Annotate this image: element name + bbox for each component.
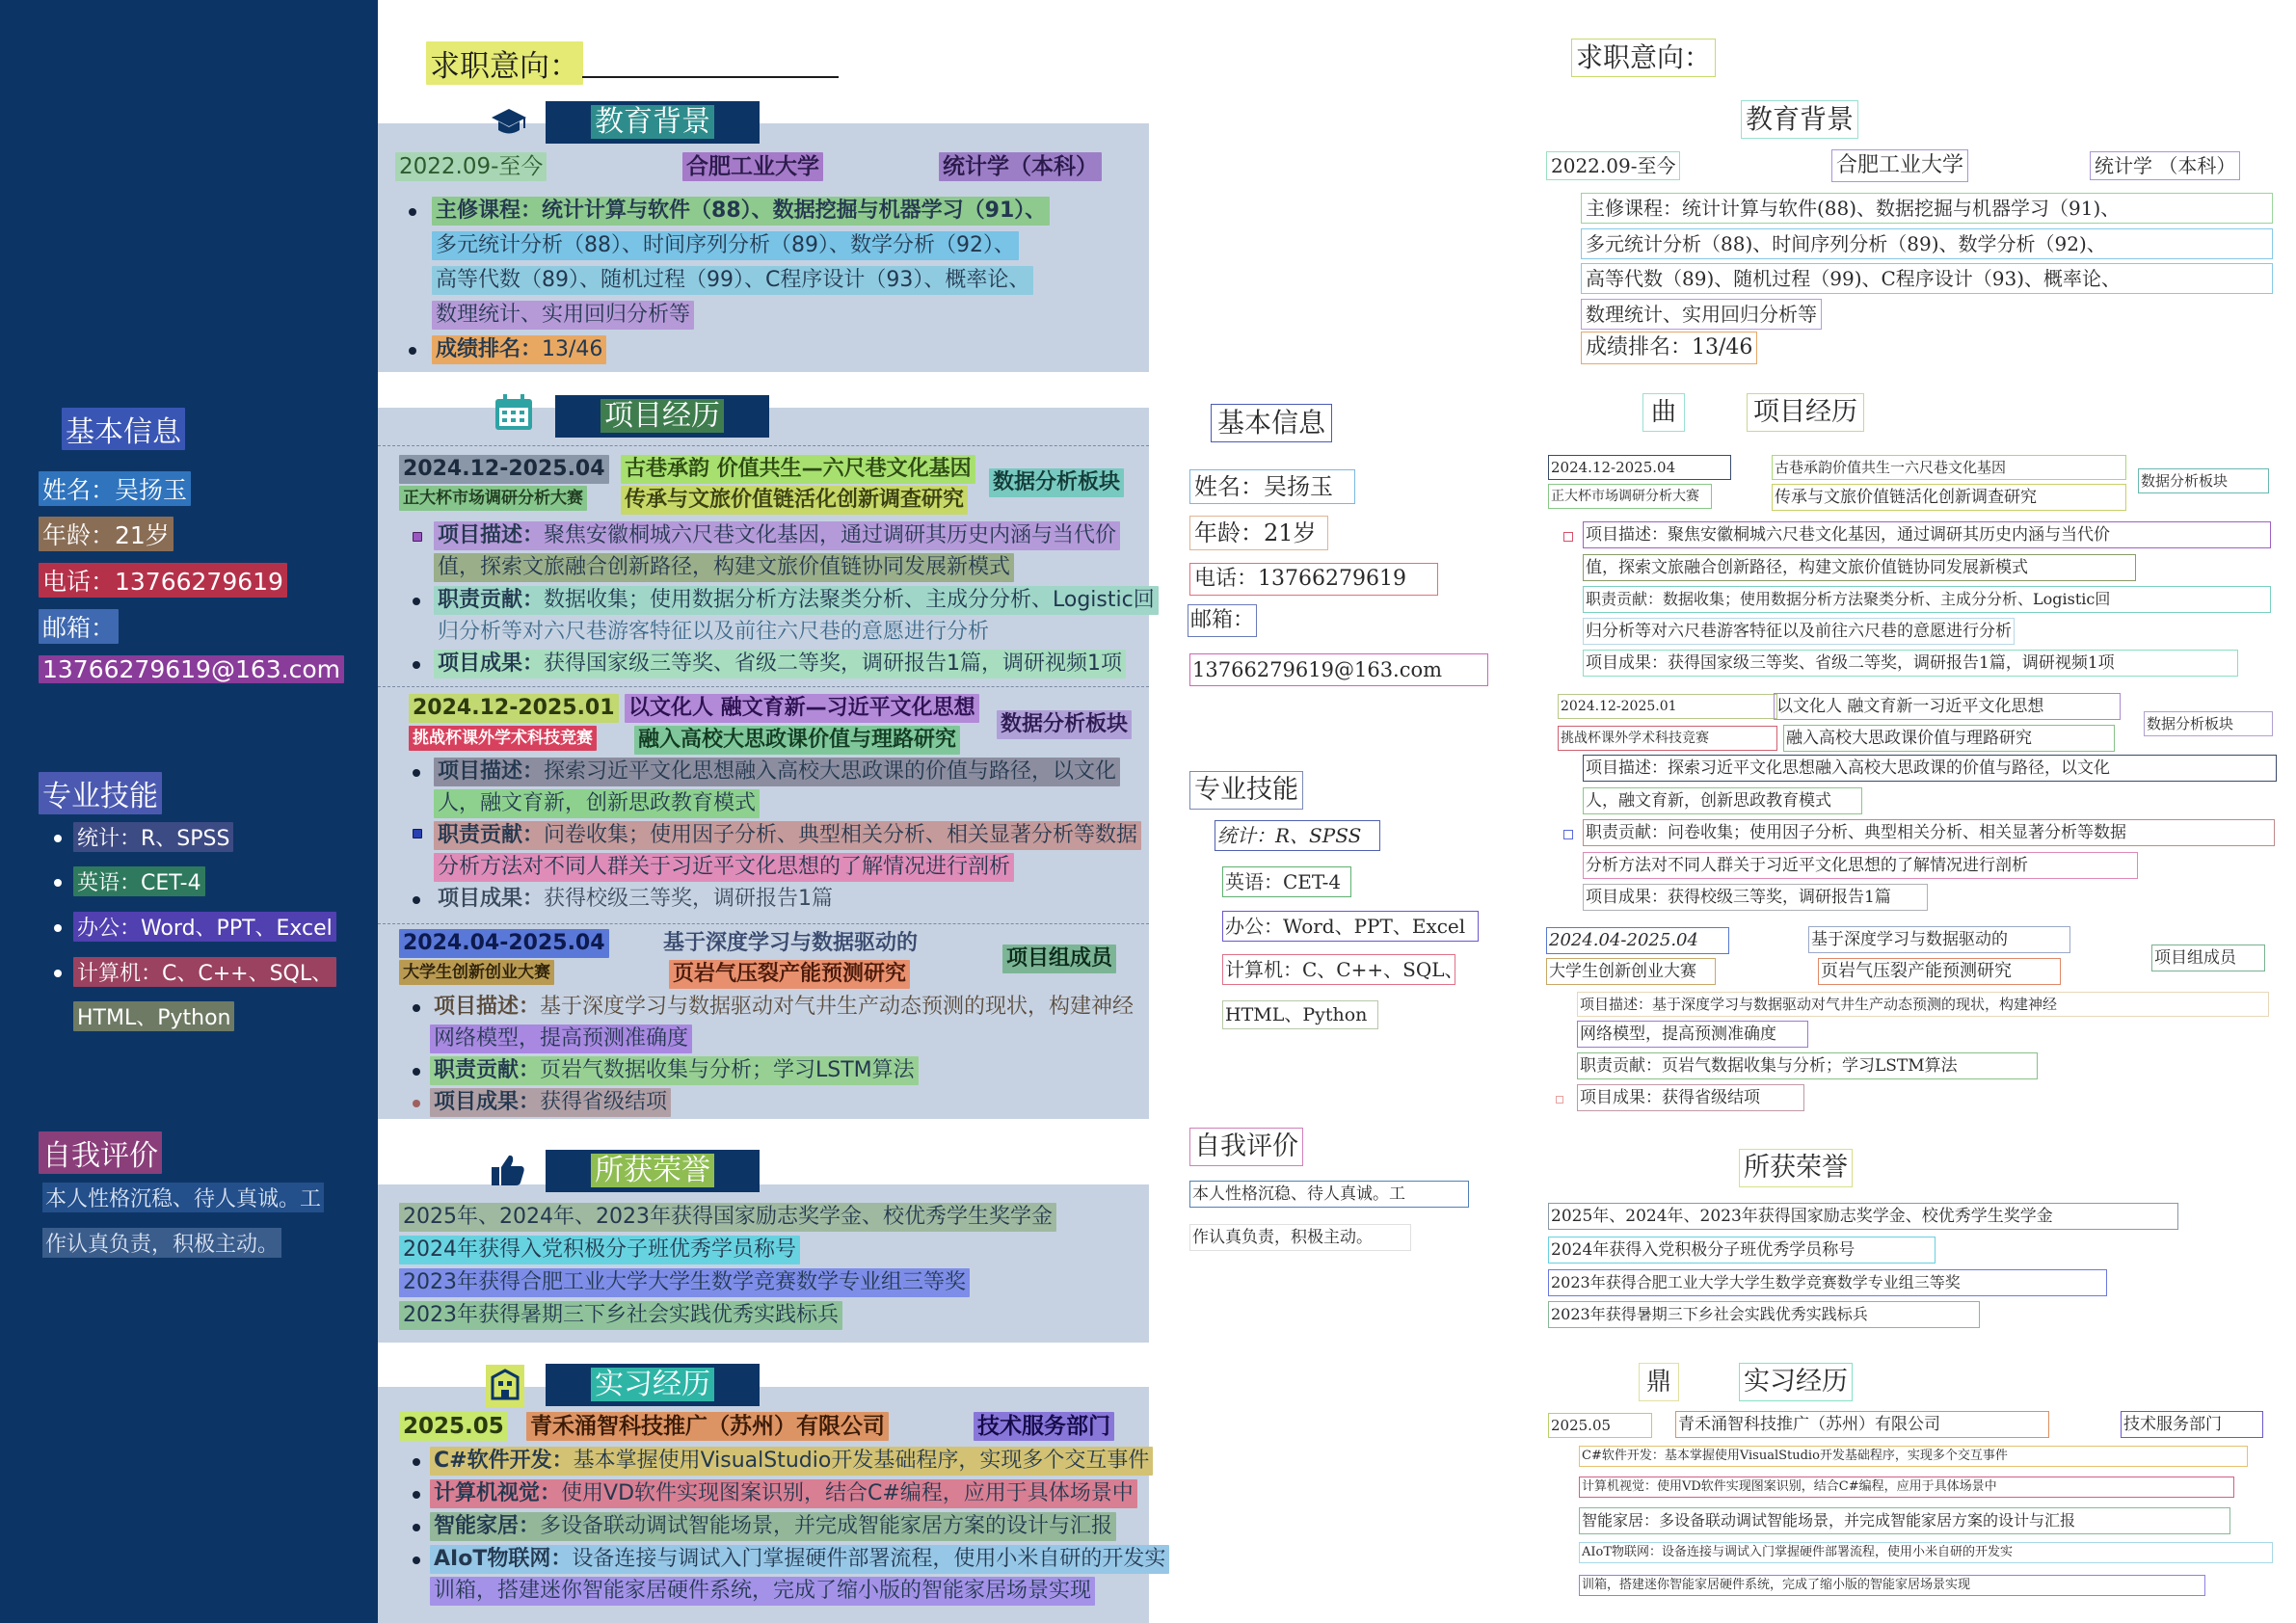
bullet (413, 598, 420, 605)
tpl-project-title: 融入高校大思政课价值与理路研究 (1783, 725, 2115, 752)
section-title-education: 教育背景 (546, 101, 760, 144)
tpl-project-contest: 正大杯市场调研分析大赛 (1548, 484, 1712, 509)
bullet (413, 661, 420, 669)
graduation-cap-icon (490, 105, 528, 144)
tpl-edu-line: 主修课程：统计计算与软件(88)、数据挖掘与机器学习（91)、 (1581, 193, 2273, 224)
tpl-project-role: 数据分析板块 (2138, 468, 2269, 493)
tpl-projects-icon-glyph: 曲 (1642, 393, 1685, 432)
tpl-bullet-square (1556, 1096, 1563, 1104)
tpl-honor-item: 2024年获得入党积极分子班优秀学员称号 (1548, 1237, 1936, 1264)
bullet (409, 347, 416, 355)
edu-courses-line: 主修课程：统计计算与软件（88）、数据挖掘与机器学习（91）、 (432, 197, 1050, 226)
honor-item: 2025年、2024年、2023年获得国家励志奖学金、校优秀学生奖学金 (399, 1203, 1056, 1232)
project-contest: 大学生创新创业大赛 (399, 960, 554, 985)
tpl-skills-heading: 专业技能 (1189, 771, 1303, 810)
skill-bullet (54, 879, 62, 887)
project-title: 古巷承韵 价值共生—六尺巷文化基因 (621, 455, 975, 484)
thumbs-up-icon (490, 1153, 526, 1191)
tpl-project-line: 项目描述：基于深度学习与数据驱动对气井生产动态预测的现状，构建神经 (1577, 992, 2269, 1017)
tpl-intern-company: 青禾涌智科技推广（苏州）有限公司 (1675, 1411, 2049, 1438)
divider (378, 445, 1149, 446)
tpl-project-role: 项目组成员 (2151, 945, 2265, 971)
tpl-project-title: 以文化人 融文育新一习近平文化思想 (1774, 693, 2121, 720)
skills-heading: 专业技能 (39, 772, 162, 814)
project-duty-line: 职责贡献：数据收集；使用数据分析方法聚类分析、主成分分析、Logistic回 (434, 586, 1159, 615)
tpl-age-field: 年龄：21岁 (1189, 516, 1328, 550)
project-result-line: 项目成果：获得省级结项 (430, 1088, 671, 1117)
project-desc-line: 网络模型，提高预测准确度 (430, 1024, 692, 1053)
email-field[interactable]: 13766279619@163.com (39, 655, 344, 683)
tpl-section-title-education: 教育背景 (1741, 100, 1858, 139)
project-contest: 挑战杯课外学术科技竞赛 (409, 726, 597, 751)
name-field: 姓名：吴扬玉 (39, 471, 191, 506)
tpl-intern-line: 训箱，搭建迷你智能家居硬件系统，完成了缩小版的智能家居场景实现 (1579, 1575, 2205, 1596)
tpl-honor-item: 2023年获得暑期三下乡社会实践优秀实践标兵 (1548, 1301, 1980, 1328)
skill-item: HTML、Python (73, 1001, 234, 1031)
skill-bullet (54, 924, 62, 932)
skill-bullet (54, 970, 62, 977)
tpl-edu-date: 2022.09-至今 (1546, 151, 1680, 180)
project-title: 页岩气压裂产能预测研究 (669, 960, 910, 989)
honor-item: 2024年获得入党积极分子班优秀学员称号 (399, 1236, 800, 1264)
bullet (409, 208, 416, 216)
tpl-bullet-square (1563, 532, 1573, 542)
tpl-edu-line: 多元统计分析（88)、时间序列分析（89)、数学分析（92)、 (1581, 228, 2273, 259)
bullet (413, 1004, 420, 1012)
tpl-intern-line: 智能家居：多设备联动调试智能场景，并完成智能家居方案的设计与汇报 (1579, 1507, 2230, 1534)
self-eval-line: 本人性格沉稳、待人真诚。工 (42, 1183, 324, 1212)
project-contest: 正大杯市场调研分析大赛 (399, 486, 587, 511)
tpl-project-line: 值，探索文旅融合创新路径，构建文旅价值链协同发展新模式 (1583, 554, 2136, 581)
self-eval-heading: 自我评价 (39, 1131, 162, 1174)
tpl-project-role: 数据分析板块 (2144, 711, 2273, 736)
email-label: 邮箱： (39, 609, 119, 644)
project-desc-line: 项目描述：探索习近平文化思想融入高校大思政课的价值与路径，以文化 (434, 758, 1120, 786)
tpl-job-intent-label: 求职意向： (1571, 39, 1716, 77)
edu-school: 合肥工业大学 (682, 152, 823, 181)
project-date: 2024.04-2025.04 (399, 929, 609, 958)
tpl-project-line: 人，融文育新，创新思政教育模式 (1583, 787, 1862, 814)
project-title: 传承与文旅价值链活化创新调查研究 (621, 486, 968, 515)
tpl-project-date: 2024.12-2025.04 (1548, 455, 1731, 480)
tpl-intern-date: 2025.05 (1548, 1413, 1652, 1438)
intern-item: 计算机视觉：使用VD软件实现图案识别，结合C#编程，应用于具体场景中 (430, 1479, 1137, 1508)
project-duty-line: 分析方法对不同人群关于习近平文化思想的了解情况进行剖析 (434, 853, 1014, 882)
tpl-project-date: 2024.04-2025.04 (1546, 927, 1729, 954)
skill-item: 统计：R、SPSS (73, 822, 233, 852)
edu-major: 统计学（本科） (939, 152, 1102, 181)
tpl-project-line: 项目成果：获得国家级三等奖、省级二等奖，调研报告1篇，调研视频1项 (1583, 650, 2238, 677)
intern-item: C#软件开发：基本掌握使用VisualStudio开发基础程序，实现多个交互事件 (430, 1447, 1153, 1476)
tpl-edu-line: 高等代数（89)、随机过程（99)、C程序设计（93)、概率论、 (1581, 263, 2273, 294)
job-intent-underline[interactable] (582, 76, 839, 78)
tpl-bullet-square (1563, 830, 1573, 839)
tpl-honor-item: 2023年获得合肥工业大学大学生数学竞赛数学专业组三等奖 (1548, 1269, 2107, 1296)
tpl-edu-line: 成绩排名：13/46 (1581, 332, 1757, 364)
project-date: 2024.12-2025.01 (409, 694, 619, 723)
project-duty-line: 职责贡献：问卷收集；使用因子分析、典型相关分析、相关显著分析等数据 (434, 821, 1141, 850)
tpl-project-title: 传承与文旅价值链活化创新调查研究 (1772, 484, 2126, 511)
skill-bullet (54, 835, 62, 842)
tpl-project-line: 项目成果：获得校级三等奖，调研报告1篇 (1583, 884, 1928, 911)
bullet (413, 532, 422, 542)
tpl-project-date: 2024.12-2025.01 (1558, 694, 1777, 719)
edu-courses-line: 高等代数（89）、随机过程（99）、C程序设计（93）、概率论、 (432, 266, 1033, 295)
tpl-section-title-internship: 实习经历 (1739, 1363, 1853, 1401)
intern-item: 训箱，搭建迷你智能家居硬件系统，完成了缩小版的智能家居场景实现 (430, 1577, 1095, 1606)
honor-item: 2023年获得合肥工业大学大学生数学竞赛数学专业组三等奖 (399, 1268, 970, 1297)
tpl-intern-icon-glyph: 鼎 (1639, 1363, 1679, 1401)
bullet (413, 1458, 420, 1466)
intern-company: 青禾涌智科技推广（苏州）有限公司 (526, 1412, 889, 1441)
project-desc-line: 项目描述：聚焦安徽桐城六尺巷文化基因，通过调研其历史内涵与当代价 (434, 521, 1120, 550)
tpl-section-title-projects: 项目经历 (1747, 393, 1864, 432)
bullet (413, 896, 420, 904)
tpl-skill-item: HTML、Python (1222, 1000, 1378, 1029)
edu-date: 2022.09-至今 (395, 152, 547, 181)
building-icon (486, 1365, 524, 1407)
tpl-project-line: 项目成果：获得省级结项 (1577, 1084, 1804, 1111)
project-role: 数据分析板块 (989, 468, 1124, 497)
tpl-project-line: 项目描述：探索习近平文化思想融入高校大思政课的价值与路径，以文化 (1583, 755, 2277, 782)
bullet (413, 769, 420, 777)
intern-date: 2025.05 (399, 1412, 508, 1441)
edu-courses-line: 数理统计、实用回归分析等 (432, 301, 694, 330)
tpl-project-line: 分析方法对不同人群关于习近平文化思想的了解情况进行剖析 (1583, 852, 2138, 879)
tpl-edu-major: 统计学 （本科） (2090, 151, 2240, 180)
tpl-email-label: 邮箱： (1188, 604, 1257, 637)
bullet (413, 1068, 420, 1076)
tpl-skill-item: 英语：CET-4 (1222, 866, 1351, 897)
tpl-project-title: 页岩气压裂产能预测研究 (1818, 958, 2061, 985)
tpl-project-line: 项目描述：聚焦安徽桐城六尺巷文化基因，通过调研其历史内涵与当代价 (1583, 521, 2271, 548)
tpl-email-field: 13766279619@163.com (1189, 653, 1488, 686)
project-title: 以文化人 融文育新—习近平文化思想 (625, 694, 979, 723)
project-result-line: 项目成果：获得国家级三等奖、省级二等奖，调研报告1篇，调研视频1项 (434, 650, 1126, 678)
intern-item: 智能家居：多设备联动调试智能场景，并完成智能家居方案的设计与汇报 (430, 1512, 1116, 1541)
project-desc-line: 项目描述：基于深度学习与数据驱动对气井生产动态预测的现状，构建神经 (434, 995, 1135, 1019)
bullet (413, 1491, 420, 1499)
bullet (413, 829, 422, 838)
project-result-line: 项目成果：获得校级三等奖，调研报告1篇 (438, 887, 834, 911)
tpl-intern-line: 计算机视觉：使用VD软件实现图案识别，结合C#编程，应用于具体场景中 (1579, 1477, 2234, 1498)
skill-item: 办公：Word、PPT、Excel (73, 912, 336, 942)
bullet (413, 1556, 420, 1564)
tpl-project-line: 职责贡献：数据收集；使用数据分析方法聚类分析、主成分分析、Logistic回 (1583, 586, 2271, 613)
tpl-skill-item: 计算机：C、C++、SQL、 (1222, 954, 1455, 985)
project-title: 基于深度学习与数据驱动的 (663, 931, 919, 955)
calendar-icon (494, 393, 534, 436)
job-intent-label: 求职意向： (426, 41, 583, 85)
tpl-skill-item: 办公：Word、PPT、Excel (1222, 911, 1479, 942)
self-eval-line: 作认真负责，积极主动。 (42, 1228, 281, 1258)
intern-dept: 技术服务部门 (974, 1412, 1114, 1441)
tpl-basic-info-heading: 基本信息 (1211, 404, 1332, 442)
phone-field: 电话：13766279619 (39, 563, 287, 598)
tpl-project-title: 古巷承韵价值共生一六尺巷文化基因 (1772, 455, 2126, 480)
tpl-phone-field: 电话：13766279619 (1189, 563, 1438, 596)
tpl-intern-line: C#软件开发：基本掌握使用VisualStudio开发基础程序，实现多个交互事件 (1579, 1446, 2248, 1467)
honor-item: 2023年获得暑期三下乡社会实践优秀实践标兵 (399, 1301, 842, 1330)
section-title-honors: 所获荣誉 (546, 1150, 760, 1192)
skill-item: 计算机：C、C++、SQL、 (73, 957, 336, 987)
tpl-section-title-honors: 所获荣誉 (1739, 1149, 1853, 1187)
tpl-project-line: 归分析等对六尺巷游客特征以及前往六尺巷的意愿进行分析 (1583, 618, 2015, 645)
divider (378, 923, 1149, 924)
tpl-self-eval-line: 本人性格沉稳、待人真诚。工 (1189, 1181, 1469, 1208)
section-title-projects: 项目经历 (555, 395, 769, 438)
tpl-project-title: 基于深度学习与数据驱动的 (1808, 926, 2070, 953)
tpl-self-eval-heading: 自我评价 (1189, 1128, 1303, 1166)
tpl-self-eval-line: 作认真负责，积极主动。 (1189, 1224, 1411, 1251)
tpl-project-contest: 大学生创新创业大赛 (1546, 958, 1716, 985)
tpl-intern-line: AIoT物联网：设备连接与调试入门掌握硬件部署流程，使用小米自研的开发实 (1579, 1542, 2273, 1563)
tpl-project-contest: 挑战杯课外学术科技竞赛 (1558, 726, 1777, 751)
age-field: 年龄：21岁 (39, 517, 174, 551)
project-desc-line: 人，融文育新，创新思政教育模式 (434, 789, 760, 818)
project-date: 2024.12-2025.04 (399, 455, 609, 484)
tpl-skill-item: 统计：R、SPSS (1215, 820, 1380, 851)
project-duty-line: 归分析等对六尺巷游客特征以及前往六尺巷的意愿进行分析 (438, 620, 990, 644)
basic-info-heading: 基本信息 (62, 408, 185, 450)
project-role: 项目组成员 (1002, 945, 1116, 973)
intern-item: AIoT物联网：设备连接与调试入门掌握硬件部署流程，使用小米自研的开发实 (430, 1545, 1169, 1574)
project-title: 融入高校大思政课价值与理路研究 (634, 726, 960, 755)
tpl-edu-school: 合肥工业大学 (1831, 149, 1968, 182)
bullet (413, 1100, 420, 1107)
edu-courses-line: 多元统计分析（88）、时间序列分析（89）、数学分析（92）、 (432, 231, 1019, 260)
project-role: 数据分析板块 (997, 710, 1132, 739)
tpl-intern-dept: 技术服务部门 (2121, 1411, 2263, 1438)
bullet (413, 1524, 420, 1531)
tpl-project-line: 职责贡献：问卷收集；使用因子分析、典型相关分析、相关显著分析等数据 (1583, 819, 2275, 846)
project-desc-line: 值，探索文旅融合创新路径，构建文旅价值链协同发展新模式 (434, 553, 1014, 582)
tpl-honor-item: 2025年、2024年、2023年获得国家励志奖学金、校优秀学生奖学金 (1548, 1203, 2178, 1230)
section-title-internship: 实习经历 (546, 1364, 760, 1406)
tpl-name-field: 姓名：吴扬玉 (1189, 469, 1355, 504)
tpl-edu-line: 数理统计、实用回归分析等 (1581, 299, 1822, 330)
project-duty-line: 职责贡献：页岩气数据收集与分析；学习LSTM算法 (430, 1056, 919, 1085)
divider (378, 686, 1149, 687)
skill-item: 英语：CET-4 (73, 866, 205, 896)
tpl-project-line: 职责贡献：页岩气数据收集与分析；学习LSTM算法 (1577, 1052, 2038, 1079)
tpl-project-line: 网络模型，提高预测准确度 (1577, 1021, 1808, 1048)
edu-rank: 成绩排名：13/46 (432, 335, 606, 364)
